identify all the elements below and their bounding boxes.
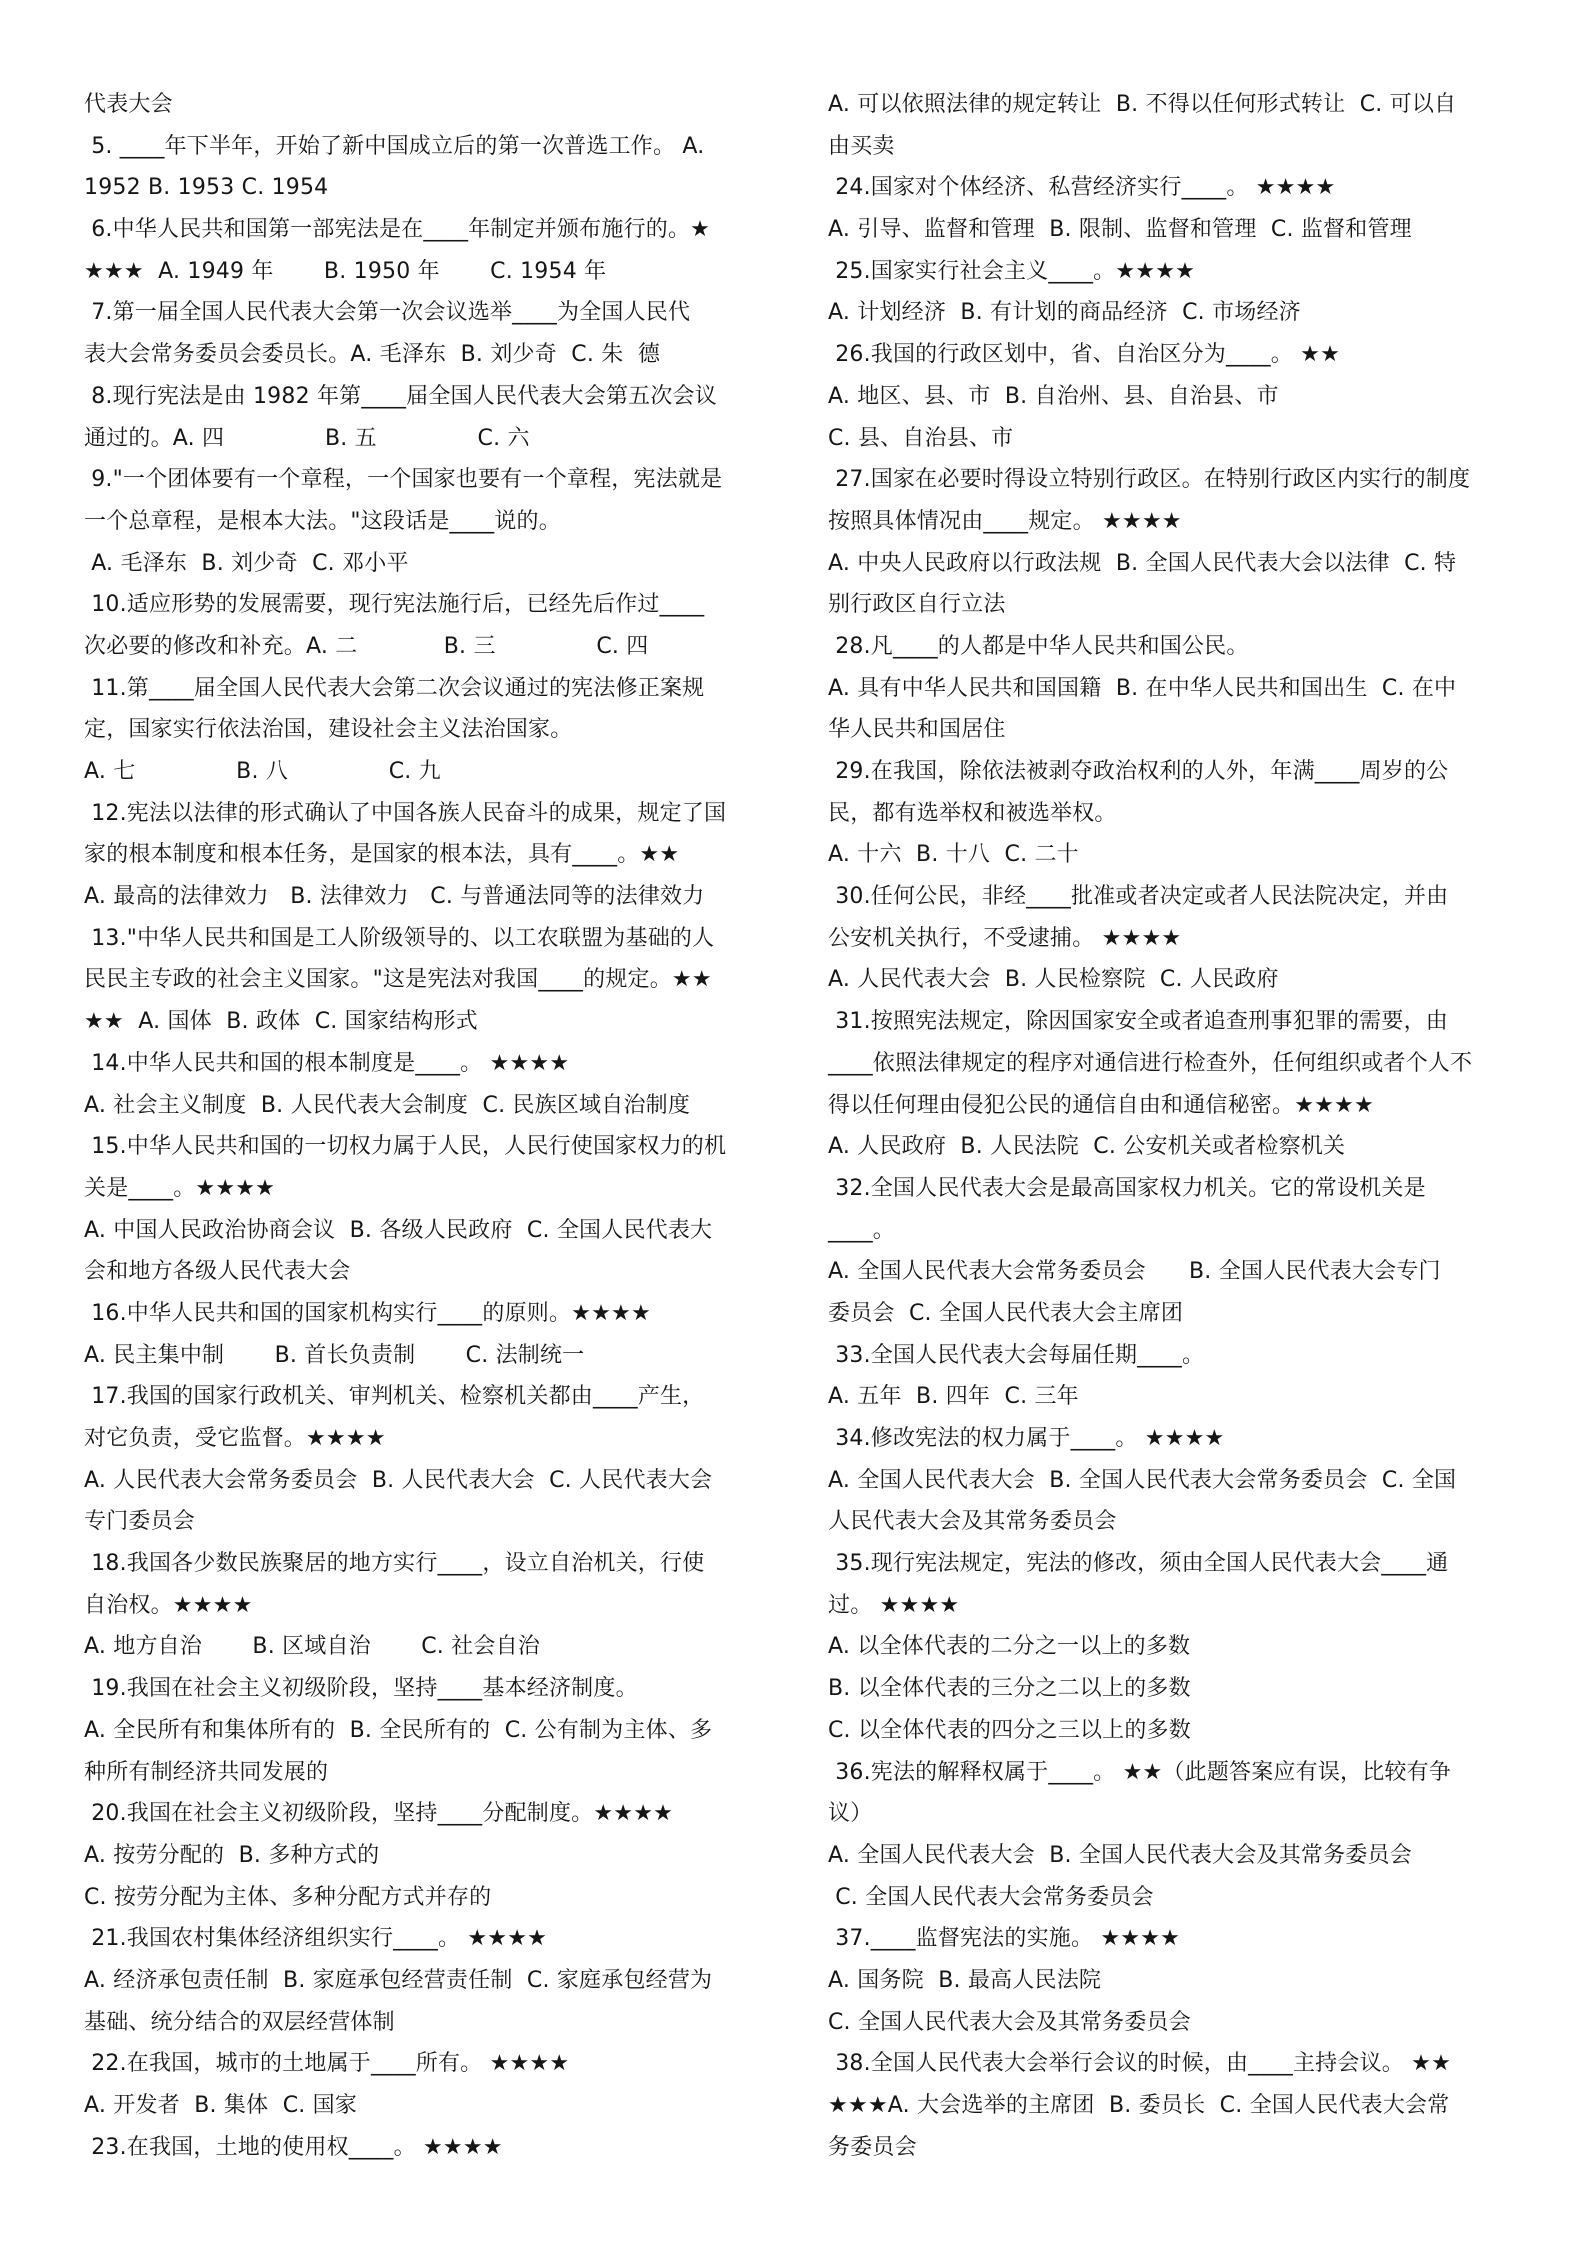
text-line: 定，国家实行依法治国，建设社会主义法治国家。	[84, 717, 573, 743]
text-line: 29.在我国，除依法被剥夺政治权利的人外，年满____周岁的公	[828, 759, 1449, 784]
text-line: 25.国家实行社会主义____。★★★★	[828, 258, 1196, 284]
text-line: 华人民共和国居住	[828, 717, 1006, 743]
text-line: A. 十六 B. 十八 C. 二十	[828, 842, 1079, 868]
text-line: 14.中华人民共和国的根本制度是____。 ★★★★	[84, 1050, 570, 1076]
text-line: A. 国务院 B. 最高人民法院	[828, 1967, 1102, 1993]
text-line: 35.现行宪法规定，宪法的修改，须由全国人民代表大会____通	[828, 1551, 1449, 1577]
text-line: 自治权。★★★★	[84, 1592, 253, 1618]
text-line: 人民代表大会及其常务委员会	[828, 1509, 1117, 1535]
text-line: 8.现行宪法是由 1982 年第____届全国人民代表大会第五次会议	[84, 383, 717, 409]
text-line: 次必要的修改和补充。A. 二 B. 三 C. 四	[84, 633, 649, 659]
text-line: C. 按劳分配为主体、多种分配方式并存的	[84, 1884, 492, 1910]
text-line: 20.我国在社会主义初级阶段，坚持____分配制度。★★★★	[84, 1801, 674, 1827]
text-line: 34.修改宪法的权力属于____。 ★★★★	[828, 1426, 1225, 1451]
text-line: 代表大会	[84, 92, 173, 117]
text-line: ★★★A. 大会选举的主席团 B. 委员长 C. 全国人民代表大会常	[828, 2093, 1450, 2118]
text-line: A. 最高的法律效力 B. 法律效力 C. 与普通法同等的法律效力	[84, 884, 705, 910]
text-line: 基础、统分结合的双层经营体制	[84, 2009, 395, 2035]
text-line: 26.我国的行政区划中，省、自治区分为____。 ★★	[828, 342, 1341, 368]
text-line: A. 人民代表大会 B. 人民检察院 C. 人民政府	[828, 967, 1279, 993]
text-line: 种所有制经济共同发展的	[84, 1759, 329, 1785]
text-line: A. 七 B. 八 C. 九	[84, 759, 441, 784]
text-line: 36.宪法的解释权属于____。 ★★（此题答案应有误，比较有争	[828, 1759, 1452, 1785]
text-line: A. 开发者 B. 集体 C. 国家	[84, 2093, 358, 2118]
text-line: A. 五年 B. 四年 C. 三年	[828, 1384, 1079, 1410]
text-line: 6.中华人民共和国第一部宪法是在____年制定并颁布施行的。★	[84, 217, 711, 243]
text-line: B. 以全体代表的三分之二以上的多数	[828, 1676, 1191, 1702]
text-line: A. 民主集中制 B. 首长负责制 C. 法制统一	[84, 1342, 585, 1368]
text-line: 15.中华人民共和国的一切权力属于人民，人民行使国家权力的机	[84, 1134, 727, 1160]
text-line: C. 全国人民代表大会常务委员会	[828, 1884, 1154, 1910]
text-line: 议）	[828, 1801, 873, 1827]
text-line: ★★ A. 国体 B. 政体 C. 国家结构形式	[84, 1009, 478, 1035]
text-line: 一个总章程，是根本大法。"这段话是____说的。	[84, 508, 561, 534]
text-line: 12.宪法以法律的形式确认了中国各族人民奋斗的成果，规定了国	[84, 800, 727, 826]
text-line: A. 全国人民代表大会常务委员会 B. 全国人民代表大会专门	[828, 1259, 1441, 1285]
text-line: A. 地方自治 B. 区域自治 C. 社会自治	[84, 1634, 540, 1660]
text-line: C. 以全体代表的四分之三以上的多数	[828, 1717, 1191, 1743]
text-line: 通过的。A. 四 B. 五 C. 六	[84, 425, 530, 451]
text-line: 33.全国人民代表大会每届任期____。	[828, 1342, 1205, 1368]
text-line: A. 按劳分配的 B. 多种方式的	[84, 1842, 380, 1868]
text-line: 7.第一届全国人民代表大会第一次会议选举____为全国人民代	[84, 300, 691, 326]
text-line: A. 经济承包责任制 B. 家庭承包经营责任制 C. 家庭承包经营为	[84, 1967, 713, 1993]
text-line: ____依照法律规定的程序对通信进行检查外，任何组织或者个人不	[828, 1050, 1473, 1076]
text-line: 24.国家对个体经济、私营经济实行____。 ★★★★	[828, 175, 1336, 201]
left-column	[84, 84, 774, 2168]
text-line: A. 具有中华人民共和国国籍 B. 在中华人民共和国出生 C. 在中	[828, 675, 1457, 701]
text-line: A. 地区、县、市 B. 自治州、县、自治县、市	[828, 383, 1279, 409]
text-line: 得以任何理由侵犯公民的通信自由和通信秘密。★★★★	[828, 1092, 1374, 1118]
text-line: A. 人民代表大会常务委员会 B. 人民代表大会 C. 人民代表大会	[84, 1467, 713, 1493]
text-line: 民民主专政的社会主义国家。"这是宪法对我国____的规定。★★	[84, 967, 712, 993]
text-line: 22.在我国，城市的土地属于____所有。 ★★★★	[84, 2051, 570, 2077]
text-line: 专门委员会	[84, 1509, 196, 1535]
text-line: C. 县、自治县、市	[828, 425, 1014, 451]
text-line: 31.按照宪法规定，除因国家安全或者追查刑事犯罪的需要，由	[828, 1009, 1448, 1035]
text-line: 13."中华人民共和国是工人阶级领导的、以工农联盟为基础的人	[84, 925, 715, 951]
text-line: A. 可以依照法律的规定转让 B. 不得以任何形式转让 C. 可以自	[828, 92, 1457, 117]
text-line: A. 社会主义制度 B. 人民代表大会制度 C. 民族区域自治制度	[84, 1092, 691, 1118]
text-line: 17.我国的国家行政机关、审判机关、检察机关都由____产生，	[84, 1384, 705, 1410]
text-line: 10.适应形势的发展需要，现行宪法施行后，已经先后作过____	[84, 592, 705, 618]
text-line: A. 中国人民政治协商会议 B. 各级人民政府 C. 全国人民代表大	[84, 1217, 713, 1243]
text-line: 会和地方各级人民代表大会	[84, 1259, 351, 1285]
text-line: 19.我国在社会主义初级阶段，坚持____基本经济制度。	[84, 1676, 638, 1702]
text-line: A. 以全体代表的二分之一以上的多数	[828, 1634, 1191, 1660]
text-line: 务委员会	[828, 2134, 917, 2160]
text-line: 公安机关执行，不受逮捕。 ★★★★	[828, 925, 1182, 951]
text-line: 按照具体情况由____规定。 ★★★★	[828, 508, 1182, 534]
text-line: 18.我国各少数民族聚居的地方实行____，设立自治机关，行使	[84, 1551, 705, 1577]
text-line: 1952 B. 1953 C. 1954	[84, 175, 329, 201]
right-column	[828, 84, 1518, 2168]
text-line: A. 全国人民代表大会 B. 全国人民代表大会及其常务委员会	[828, 1842, 1412, 1868]
text-line: 别行政区自行立法	[828, 592, 1006, 618]
text-line: 11.第____届全国人民代表大会第二次会议通过的宪法修正案规	[84, 675, 705, 701]
text-line: 16.中华人民共和国的国家机构实行____的原则。★★★★	[84, 1300, 651, 1326]
text-line: C. 全国人民代表大会及其常务委员会	[828, 2009, 1191, 2035]
text-line: A. 中央人民政府以行政法规 B. 全国人民代表大会以法律 C. 特	[828, 550, 1457, 576]
text-line: ____。	[828, 1217, 896, 1243]
text-line: A. 计划经济 B. 有计划的商品经济 C. 市场经济	[828, 300, 1301, 326]
text-line: 38.全国人民代表大会举行会议的时候，由____主持会议。 ★★	[828, 2051, 1452, 2077]
text-line: 委员会 C. 全国人民代表大会主席团	[828, 1300, 1184, 1326]
text-line: A. 全国人民代表大会 B. 全国人民代表大会常务委员会 C. 全国	[828, 1467, 1457, 1493]
text-line: 23.在我国，土地的使用权____。 ★★★★	[84, 2134, 503, 2160]
text-line: 家的根本制度和根本任务，是国家的根本法，具有____。★★	[84, 842, 680, 868]
text-line: 关是____。★★★★	[84, 1175, 276, 1201]
text-line: A. 引导、监督和管理 B. 限制、监督和管理 C. 监督和管理	[828, 217, 1412, 243]
text-line: 30.任何公民，非经____批准或者决定或者人民法院决定，并由	[828, 884, 1449, 910]
text-line: 表大会常务委员会委员长。A. 毛泽东 B. 刘少奇 C. 朱 德	[84, 342, 661, 368]
text-line: 21.我国农村集体经济组织实行____。 ★★★★	[84, 1926, 548, 1952]
text-line: 对它负责，受它监督。★★★★	[84, 1426, 386, 1451]
text-line: A. 全民所有和集体所有的 B. 全民所有的 C. 公有制为主体、多	[84, 1717, 713, 1743]
text-line: 过。 ★★★★	[828, 1592, 960, 1618]
text-line: ★★★ A. 1949 年 B. 1950 年 C. 1954 年	[84, 258, 607, 284]
text-line: 5. ____年下半年，开始了新中国成立后的第一次普选工作。 A.	[84, 133, 705, 159]
text-line: 27.国家在必要时得设立特别行政区。在特别行政区内实行的制度	[828, 467, 1471, 493]
text-line: 9."一个团体要有一个章程，一个国家也要有一个章程，宪法就是	[84, 467, 723, 493]
text-line: 28.凡____的人都是中华人民共和国公民。	[828, 633, 1249, 659]
text-line: 37.____监督宪法的实施。 ★★★★	[828, 1926, 1181, 1952]
text-line: 由买卖	[828, 133, 895, 159]
text-line: A. 人民政府 B. 人民法院 C. 公安机关或者检察机关	[828, 1134, 1346, 1160]
text-line: A. 毛泽东 B. 刘少奇 C. 邓小平	[84, 550, 409, 576]
text-line: 民，都有选举权和被选举权。	[828, 800, 1117, 826]
text-line: 32.全国人民代表大会是最高国家权力机关。它的常设机关是	[828, 1175, 1426, 1201]
